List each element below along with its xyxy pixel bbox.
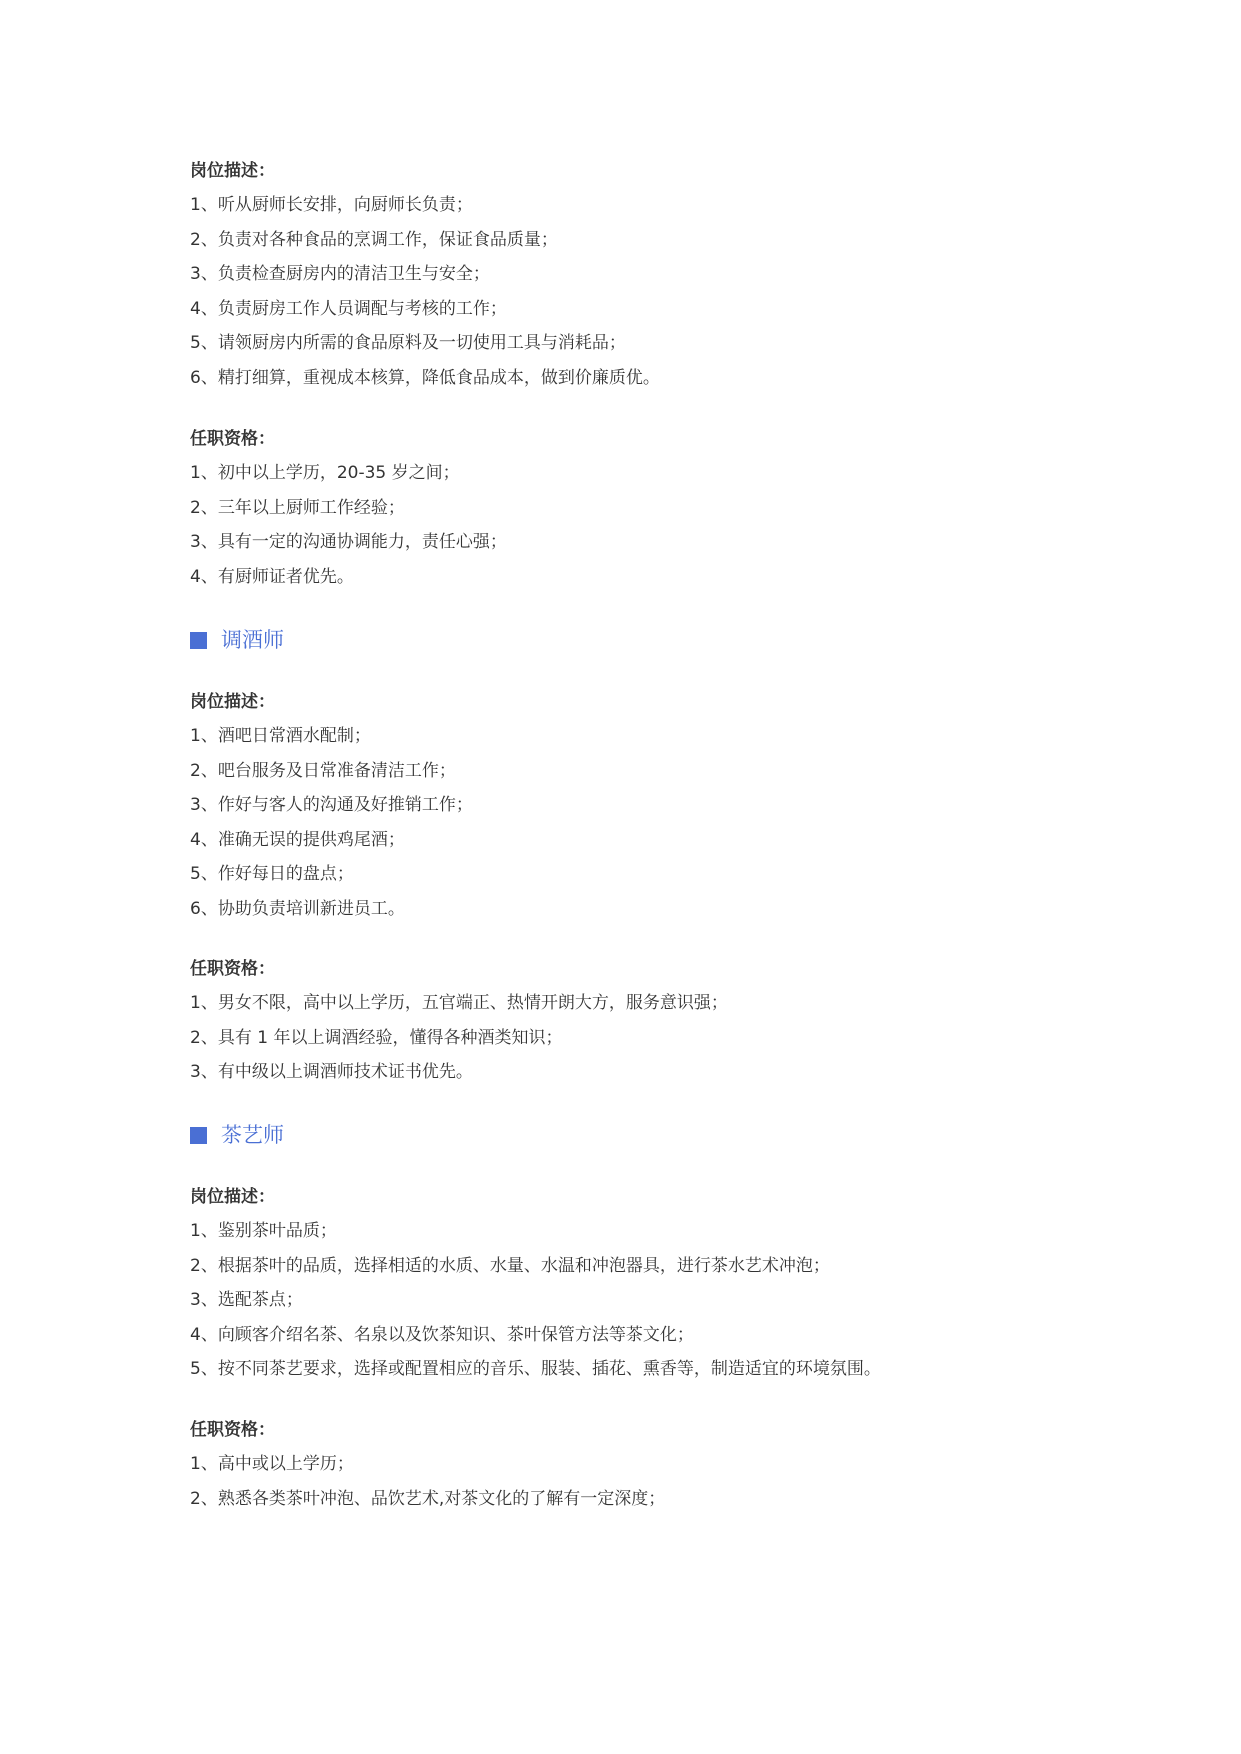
list-item: 2、吧台服务及日常准备清洁工作； [190, 760, 456, 781]
list-item: 3、作好与客人的沟通及好推销工作； [190, 795, 473, 815]
section1-qualifications [190, 422, 507, 594]
section3-qualifications [190, 1413, 665, 1516]
section3-duties [190, 1180, 881, 1387]
list-item: 1、初中以上学历，20-35 岁之间； [190, 463, 460, 483]
list-item: 3、具有一定的沟通协调能力，责任心强； [190, 532, 507, 552]
list-item: 4、负责厨房工作人员调配与考核的工作； [190, 298, 507, 319]
section2-duties [190, 685, 473, 926]
list-item: 4、向顾客介绍名茶、名泉以及饮茶知识、茶叶保管方法等茶文化； [190, 1324, 694, 1345]
qualifications-label: 任职资格： [190, 959, 275, 979]
list-item: 3、负责检查厨房内的清洁卫生与安全； [190, 264, 490, 284]
duties-label: 岗位描述： [190, 1187, 275, 1207]
list-item: 4、有厨师证者优先。 [190, 566, 354, 587]
list-item: 1、酒吧日常酒水配制； [190, 726, 371, 746]
qualifications-label: 任职资格： [190, 1420, 275, 1440]
list-item: 2、负责对各种食品的烹调工作，保证食品质量； [190, 229, 558, 250]
section-title: 调酒师 [221, 628, 284, 652]
blue-square-icon [190, 1127, 207, 1144]
list-item: 5、作好每日的盘点； [190, 864, 354, 884]
list-item: 2、具有 1 年以上调酒经验，懂得各种酒类知识； [190, 1027, 563, 1048]
list-item: 3、选配茶点； [190, 1290, 303, 1310]
list-item: 5、请领厨房内所需的食品原料及一切使用工具与消耗品； [190, 333, 626, 353]
section-heading-bartender [190, 623, 284, 657]
list-item: 5、按不同茶艺要求，选择或配置相应的音乐、服装、插花、熏香等，制造适宜的环境氛围。 [190, 1359, 881, 1379]
list-item: 2、根据茶叶的品质，选择相适的水质、水量、水温和冲泡器具，进行茶水艺术冲泡； [190, 1255, 830, 1276]
list-item: 1、鉴别茶叶品质； [190, 1221, 337, 1241]
duties-label: 岗位描述： [190, 161, 275, 181]
qualifications-label: 任职资格： [190, 429, 275, 449]
section1-duties [190, 154, 660, 395]
section-title: 茶艺师 [221, 1123, 284, 1147]
list-item: 2、三年以上厨师工作经验； [190, 497, 405, 518]
list-item: 6、精打细算，重视成本核算，降低食品成本，做到价廉质优。 [190, 367, 660, 388]
list-item: 2、熟悉各类茶叶冲泡、品饮艺术,对茶文化的了解有一定深度； [190, 1488, 666, 1509]
list-item: 1、高中或以上学历； [190, 1454, 354, 1474]
list-item: 3、有中级以上调酒师技术证书优先。 [190, 1062, 473, 1082]
section-heading-tea-artist [190, 1118, 284, 1152]
blue-square-icon [190, 632, 207, 649]
list-item: 4、准确无误的提供鸡尾酒； [190, 829, 405, 850]
duties-label: 岗位描述： [190, 692, 275, 712]
section2-qualifications [190, 952, 728, 1090]
list-item: 6、协助负责培训新进员工。 [190, 898, 405, 919]
list-item: 1、男女不限，高中以上学历，五官端正、热情开朗大方，服务意识强； [190, 993, 728, 1013]
list-item: 1、听从厨师长安排，向厨师长负责； [190, 195, 473, 215]
